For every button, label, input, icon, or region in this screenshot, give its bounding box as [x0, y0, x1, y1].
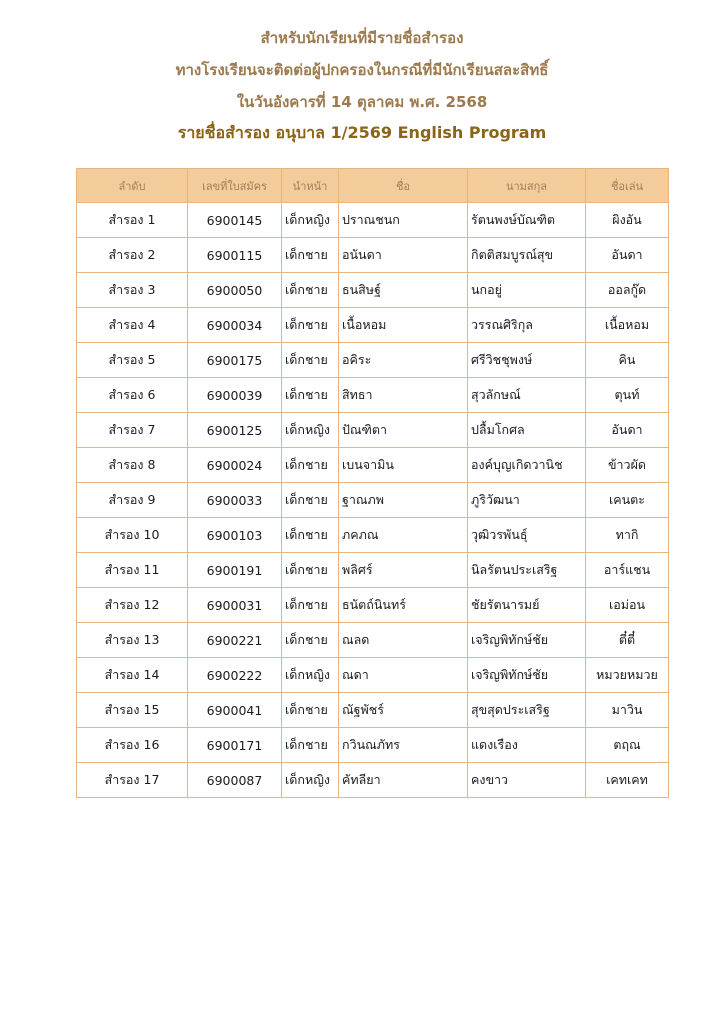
cell-first-name: ธนัตถ์นินทร์ — [339, 588, 468, 623]
cell-application-no: 6900041 — [188, 693, 282, 728]
cell-last-name: สุวลักษณ์ — [468, 378, 586, 413]
cell-first-name: ธนสิษฐ์ — [339, 273, 468, 308]
table-row — [77, 273, 669, 308]
cell-last-name: นกอยู่ — [468, 273, 586, 308]
reserve-list-table — [76, 168, 669, 798]
table-row — [77, 308, 669, 343]
cell-order: สำรอง 15 — [77, 693, 188, 728]
cell-first-name: เนื้อหอม — [339, 308, 468, 343]
cell-last-name: องค์บุญเกิดวานิช — [468, 448, 586, 483]
cell-nickname: ตุนท์ — [586, 378, 669, 413]
cell-last-name: สุขสุดประเสริฐ — [468, 693, 586, 728]
cell-first-name: อคิระ — [339, 343, 468, 378]
cell-application-no: 6900221 — [188, 623, 282, 658]
cell-nickname: คิน — [586, 343, 669, 378]
table-row — [77, 728, 669, 763]
list-title: รายชื่อสำรอง อนุบาล 1/2569 English Program — [177, 123, 547, 142]
cell-last-name: ชัยรัตนารมย์ — [468, 588, 586, 623]
cell-first-name: กวินณภัทร — [339, 728, 468, 763]
cell-last-name: กิตติสมบูรณ์สุข — [468, 238, 586, 273]
table-row — [77, 343, 669, 378]
cell-prefix: เด็กชาย — [282, 518, 339, 553]
cell-nickname: อันดา — [586, 413, 669, 448]
cell-nickname: เนื้อหอม — [586, 308, 669, 343]
cell-first-name: อนันดา — [339, 238, 468, 273]
cell-last-name: วรรณศิริกุล — [468, 308, 586, 343]
cell-prefix: เด็กชาย — [282, 273, 339, 308]
table-row — [77, 588, 669, 623]
cell-application-no: 6900145 — [188, 203, 282, 238]
table-row — [77, 413, 669, 448]
cell-first-name: เบนจามิน — [339, 448, 468, 483]
cell-first-name: ณลด — [339, 623, 468, 658]
cell-prefix: เด็กหญิง — [282, 763, 339, 798]
cell-nickname: อาร์แชน — [586, 553, 669, 588]
cell-last-name: ศรีวิชชุพงษ์ — [468, 343, 586, 378]
col-header-order: ลำดับ — [77, 169, 188, 203]
cell-application-no: 6900115 — [188, 238, 282, 273]
table-row — [77, 483, 669, 518]
cell-first-name: ณดา — [339, 658, 468, 693]
cell-application-no: 6900033 — [188, 483, 282, 518]
cell-first-name: พลิศร์ — [339, 553, 468, 588]
table-row — [77, 553, 669, 588]
cell-application-no: 6900034 — [188, 308, 282, 343]
cell-nickname: เอม่อน — [586, 588, 669, 623]
cell-nickname: ทากิ — [586, 518, 669, 553]
header-line-3: ในวันอังคารที่ 14 ตุลาคม พ.ศ. 2568 — [236, 93, 488, 111]
cell-prefix: เด็กชาย — [282, 483, 339, 518]
document-header — [0, 22, 724, 148]
cell-order: สำรอง 6 — [77, 378, 188, 413]
table-row — [77, 238, 669, 273]
table-row — [77, 378, 669, 413]
cell-order: สำรอง 2 — [77, 238, 188, 273]
cell-order: สำรอง 12 — [77, 588, 188, 623]
cell-prefix: เด็กชาย — [282, 588, 339, 623]
cell-prefix: เด็กหญิง — [282, 413, 339, 448]
cell-application-no: 6900050 — [188, 273, 282, 308]
cell-last-name: รัตนพงษ์บัณฑิต — [468, 203, 586, 238]
table-row — [77, 763, 669, 798]
cell-prefix: เด็กชาย — [282, 238, 339, 273]
cell-nickname: มาวิน — [586, 693, 669, 728]
cell-nickname: ข้าวผัด — [586, 448, 669, 483]
table-row — [77, 658, 669, 693]
cell-prefix: เด็กชาย — [282, 728, 339, 763]
cell-order: สำรอง 16 — [77, 728, 188, 763]
cell-order: สำรอง 8 — [77, 448, 188, 483]
cell-first-name: ปราณชนก — [339, 203, 468, 238]
cell-order: สำรอง 3 — [77, 273, 188, 308]
cell-prefix: เด็กหญิง — [282, 658, 339, 693]
cell-application-no: 6900125 — [188, 413, 282, 448]
cell-prefix: เด็กชาย — [282, 553, 339, 588]
cell-first-name: ปัณฑิตา — [339, 413, 468, 448]
cell-order: สำรอง 11 — [77, 553, 188, 588]
cell-last-name: เจริญพิทักษ์ชัย — [468, 623, 586, 658]
table-row — [77, 623, 669, 658]
cell-last-name: เจริญพิทักษ์ชัย — [468, 658, 586, 693]
table-row — [77, 203, 669, 238]
cell-application-no: 6900222 — [188, 658, 282, 693]
cell-application-no: 6900191 — [188, 553, 282, 588]
col-header-last-name: นามสกุล — [468, 169, 586, 203]
cell-application-no: 6900103 — [188, 518, 282, 553]
cell-order: สำรอง 1 — [77, 203, 188, 238]
cell-prefix: เด็กชาย — [282, 693, 339, 728]
col-header-application-no: เลขที่ใบสมัคร — [188, 169, 282, 203]
cell-nickname: ตี๋ตี๋ — [586, 623, 669, 658]
cell-prefix: เด็กชาย — [282, 343, 339, 378]
col-header-prefix: นำหน้า — [282, 169, 339, 203]
table-row — [77, 518, 669, 553]
cell-application-no: 6900024 — [188, 448, 282, 483]
cell-first-name: คัทลียา — [339, 763, 468, 798]
cell-prefix: เด็กชาย — [282, 623, 339, 658]
cell-first-name: สิทธา — [339, 378, 468, 413]
cell-nickname: อันดา — [586, 238, 669, 273]
header-line-2: ทางโรงเรียนจะติดต่อผู้ปกครองในกรณีที่มีนักเรียนสละสิทธิ์ — [175, 61, 549, 79]
col-header-first-name: ชื่อ — [339, 169, 468, 203]
cell-nickname: ตฤณ — [586, 728, 669, 763]
cell-last-name: วุฒิวรพันธุ์ — [468, 518, 586, 553]
cell-last-name: ภูริวัฒนา — [468, 483, 586, 518]
cell-application-no: 6900039 — [188, 378, 282, 413]
cell-order: สำรอง 4 — [77, 308, 188, 343]
cell-prefix: เด็กหญิง — [282, 203, 339, 238]
cell-last-name: ปลื้มโกศล — [468, 413, 586, 448]
cell-application-no: 6900171 — [188, 728, 282, 763]
cell-last-name: แดงเรือง — [468, 728, 586, 763]
col-header-nickname: ชื่อเล่น — [586, 169, 669, 203]
cell-nickname: ผิงอัน — [586, 203, 669, 238]
cell-application-no: 6900031 — [188, 588, 282, 623]
cell-order: สำรอง 7 — [77, 413, 188, 448]
table-row — [77, 693, 669, 728]
cell-order: สำรอง 5 — [77, 343, 188, 378]
cell-order: สำรอง 9 — [77, 483, 188, 518]
cell-prefix: เด็กชาย — [282, 448, 339, 483]
cell-nickname: เคทเคท — [586, 763, 669, 798]
table-row — [77, 448, 669, 483]
cell-last-name: นิลรัตนประเสริฐ — [468, 553, 586, 588]
cell-first-name: ณัฐพัชร์ — [339, 693, 468, 728]
cell-order: สำรอง 14 — [77, 658, 188, 693]
header-line-1: สำหรับนักเรียนที่มีรายชื่อสำรอง — [260, 29, 464, 47]
cell-last-name: คงขาว — [468, 763, 586, 798]
cell-first-name: ฐาณภพ — [339, 483, 468, 518]
cell-first-name: ภคภณ — [339, 518, 468, 553]
cell-nickname: เคนตะ — [586, 483, 669, 518]
cell-order: สำรอง 10 — [77, 518, 188, 553]
cell-order: สำรอง 17 — [77, 763, 188, 798]
cell-application-no: 6900175 — [188, 343, 282, 378]
cell-application-no: 6900087 — [188, 763, 282, 798]
cell-prefix: เด็กชาย — [282, 378, 339, 413]
table-body — [77, 203, 669, 798]
cell-prefix: เด็กชาย — [282, 308, 339, 343]
cell-order: สำรอง 13 — [77, 623, 188, 658]
table-header-row — [77, 169, 669, 203]
cell-nickname: หมวยหมวย — [586, 658, 669, 693]
cell-nickname: ออลกู๊ด — [586, 273, 669, 308]
